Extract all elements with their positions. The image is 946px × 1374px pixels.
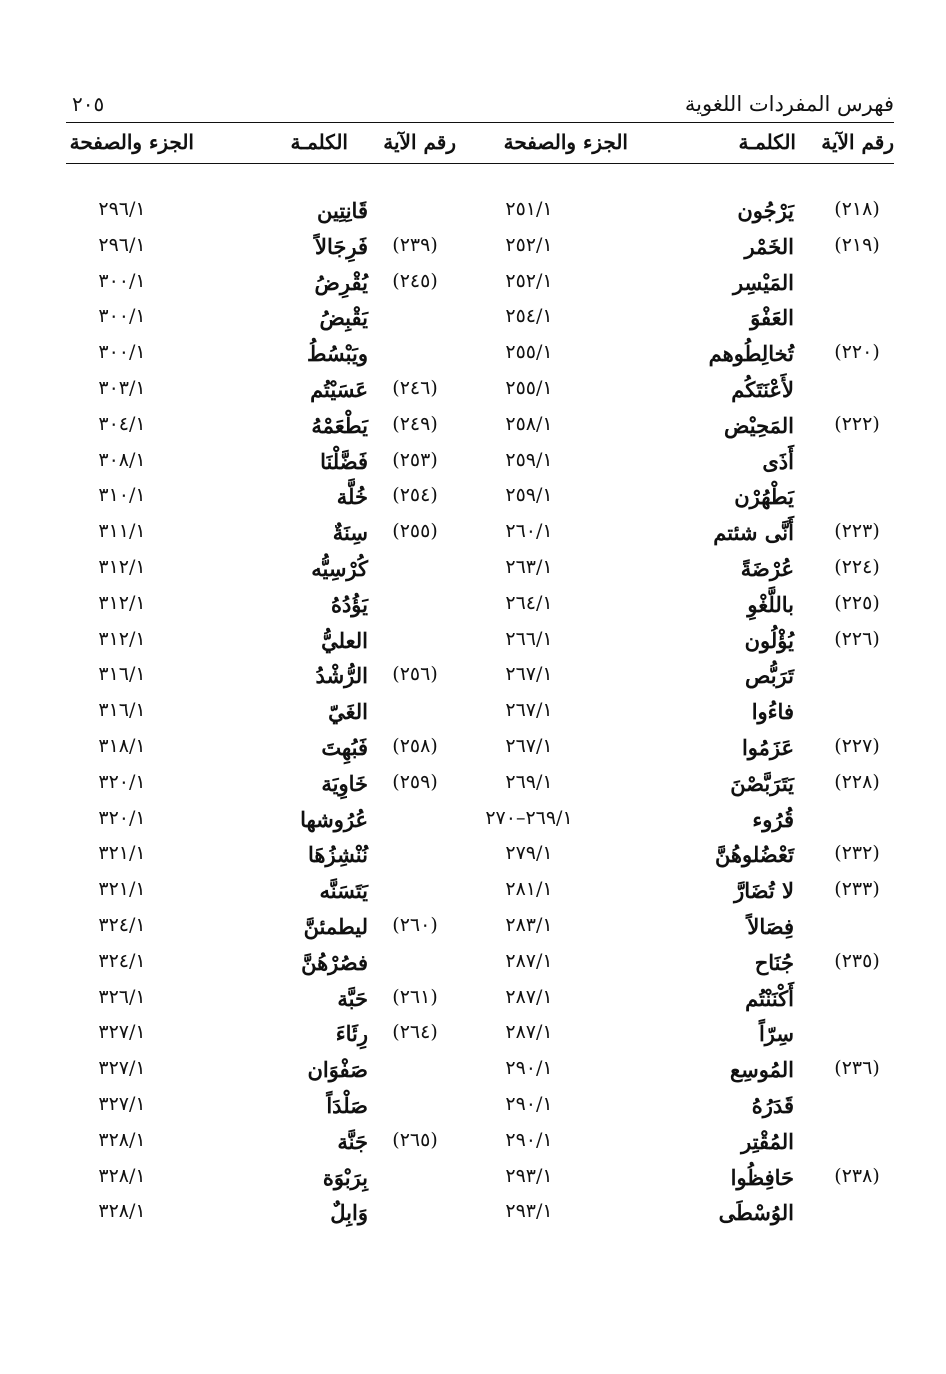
page-number: ٢٠٥ <box>72 92 105 116</box>
word-right: أَكْنَنْتُم <box>745 985 794 1011</box>
table-row <box>66 838 894 874</box>
part-page-left: ٣٢٧/١ <box>98 1092 146 1115</box>
part-page-left: ٢٩٦/١ <box>98 233 146 256</box>
part-page-right: ٢٥٩/١ <box>505 484 553 507</box>
header-verse-no-left: رقم الآية <box>383 130 456 154</box>
table-row <box>66 1053 894 1089</box>
table-row <box>66 480 894 516</box>
word-left: خُلَّة <box>336 484 368 510</box>
header-word-left: الكلمـة <box>290 130 348 154</box>
table-row <box>66 1125 894 1161</box>
part-page-left: ٣٠٠/١ <box>98 269 146 292</box>
table-row <box>66 946 894 982</box>
part-page-right: ٢٩٠/١ <box>505 1057 553 1080</box>
part-page-left: ٣٢٨/١ <box>98 1128 146 1151</box>
part-page-right: ٢٥١/١ <box>505 198 553 220</box>
part-page-left: ٣٢٨/١ <box>98 1200 146 1223</box>
table-row <box>66 445 894 481</box>
word-right: لا تُضَارَّ <box>734 878 794 904</box>
part-page-left: ٣١٢/١ <box>98 591 146 614</box>
word-right: يُؤْلُون <box>744 627 794 653</box>
word-left: يُقْرِضُ <box>314 269 368 295</box>
word-right: يَطْهُرْن <box>734 484 794 510</box>
part-page-left: ٣٠٣/١ <box>98 376 146 399</box>
part-page-left: ٣٢٠/١ <box>98 806 146 829</box>
verse-number-right: (٢٣٦) <box>834 1057 880 1080</box>
word-left: يَتَسَنَّه <box>319 878 368 904</box>
part-page-right: ٢٥٢/١ <box>505 269 553 292</box>
verse-number-left: (٢٦٠) <box>392 913 438 936</box>
verse-number-left: (٢٤٥) <box>392 269 438 292</box>
table-row <box>66 803 894 839</box>
word-right: العَفْوَ <box>750 305 794 331</box>
word-right: الوُسْطَى <box>718 1200 794 1226</box>
part-page-right: ٢٦٧/١ <box>505 734 553 757</box>
header-rule <box>66 163 894 164</box>
verse-number-left: (٢٦٤) <box>392 1021 438 1044</box>
part-page-right: ٢٦٣/١ <box>505 555 553 578</box>
part-page-right: ٢٨٧/١ <box>505 949 553 972</box>
word-left: عُرُوشها <box>300 806 368 832</box>
verse-number-right: (٢٢٢) <box>834 412 880 435</box>
part-page-right: ٢٨٧/١ <box>505 985 553 1008</box>
verse-number-left: (٢٣٩) <box>392 233 438 256</box>
part-page-left: ٣٢٦/١ <box>98 985 146 1008</box>
verse-number-right: (٢١٩) <box>834 233 880 256</box>
table-row <box>66 767 894 803</box>
header-part-page-left: الجزء والصفحة <box>69 130 194 154</box>
part-page-left: ٣١٢/١ <box>98 555 146 578</box>
table-row <box>66 337 894 373</box>
table-row <box>66 373 894 409</box>
verse-number-right: (٢٣٨) <box>834 1164 880 1187</box>
verse-number-left: (٢٦١) <box>392 985 438 1008</box>
part-page-right: ٢٥٩/١ <box>505 448 553 471</box>
word-left: يَطْعَمْهُ <box>311 412 368 438</box>
verse-number-left: (٢٦٥) <box>392 1128 438 1151</box>
header-word-right: الكلمـة <box>738 130 796 154</box>
part-page-right: ٢٥٢/١ <box>505 233 553 256</box>
part-page-left: ٣١٨/١ <box>98 734 146 757</box>
table-row <box>66 1161 894 1197</box>
part-page-left: ٣٢٨/١ <box>98 1164 146 1187</box>
part-page-right: ٢٨٧/١ <box>505 1021 553 1044</box>
word-right: جُنَاح <box>754 949 794 975</box>
word-left: رِئَاءَ <box>335 1021 368 1047</box>
word-left: خَاوِيَة <box>321 770 368 796</box>
part-page-left: ٣١٦/١ <box>98 663 146 686</box>
table-row <box>66 552 894 588</box>
word-left: صَفْوَان <box>307 1057 368 1083</box>
verse-number-left: (٢٥٩) <box>392 770 438 793</box>
word-right: فِصَالاً <box>747 913 794 939</box>
verse-number-left: (٢٥٣) <box>392 448 438 471</box>
part-page-right: ٢٧٩/١ <box>505 842 553 865</box>
part-page-left: ٣١٠/١ <box>98 484 146 507</box>
word-left: وَابِلٌ <box>330 1200 368 1226</box>
table-row <box>66 731 894 767</box>
word-left: صَلْدَاً <box>326 1092 368 1118</box>
table-row <box>66 230 894 266</box>
part-page-right: ٢٦٧/١ <box>505 699 553 722</box>
index-rows <box>66 194 894 1232</box>
part-page-left: ٣٢٧/١ <box>98 1057 146 1080</box>
part-page-left: ٣٢٧/١ <box>98 1021 146 1044</box>
table-row <box>66 1196 894 1232</box>
part-page-right: ٢٥٤/١ <box>505 305 553 328</box>
page <box>66 88 894 1232</box>
word-left: الرُّشْدُ <box>315 663 368 689</box>
table-row <box>66 1089 894 1125</box>
word-left: فَبُهِتَ <box>321 734 368 760</box>
verse-number-left: (٢٤٦) <box>392 376 438 399</box>
part-page-right: ٢٩٠/١ <box>505 1092 553 1115</box>
word-right: المَحِيْض <box>724 412 794 438</box>
verse-number-right: (٢٢٦) <box>834 627 880 650</box>
part-page-right: ٢٦٤/١ <box>505 591 553 614</box>
part-page-left: ٣٢٤/١ <box>98 913 146 936</box>
verse-number-left: (٢٤٩) <box>392 412 438 435</box>
running-title: فهرس المفردات اللغوية <box>684 92 894 116</box>
word-right: لأَعْنَتَكُم <box>731 376 794 402</box>
part-page-right: ٢٦٩/١ <box>505 770 553 793</box>
word-left: عَسَيْتُم <box>310 376 368 402</box>
table-row <box>66 874 894 910</box>
word-left: نُنْشِزُهَا <box>308 842 368 868</box>
word-right: تُخالِطُوهم <box>708 341 794 367</box>
verse-number-right: (٢٣٢) <box>834 842 880 865</box>
table-row <box>66 266 894 302</box>
word-left: ويَبْسُطُ <box>307 341 368 367</box>
word-left: كُرْسِيُّه <box>311 555 368 581</box>
part-page-right: ٢٦٠/١ <box>505 520 553 543</box>
verse-number-right: (٢٣٥) <box>834 949 880 972</box>
word-left: العليُّ <box>321 627 368 653</box>
table-row <box>66 1017 894 1053</box>
table-row <box>66 516 894 552</box>
word-right: عَزَمُوا <box>741 734 794 760</box>
word-left: الغَيّ <box>328 699 368 725</box>
word-left: يَقْبِضُ <box>319 305 368 331</box>
verse-number-left: (٢٥٦) <box>392 663 438 686</box>
table-row <box>66 695 894 731</box>
word-left: فَضَّلْنَا <box>320 448 368 474</box>
table-row <box>66 301 894 337</box>
word-right: فاءُوا <box>751 699 794 725</box>
part-page-right: ٢٩٠/١ <box>505 1128 553 1151</box>
part-page-right: ٢٦٦/١ <box>505 627 553 650</box>
part-page-right: ٢٨١/١ <box>505 878 553 901</box>
word-right: أَنَّى شئتم <box>713 520 794 546</box>
word-left: يَؤُدُهُ <box>330 591 368 617</box>
part-page-right: ٢٦٩/١–٢٧٠ <box>485 806 573 829</box>
word-right: قُرُوء <box>752 806 794 832</box>
part-page-right: ٢٦٧/١ <box>505 663 553 686</box>
verse-number-right: (٢٢٧) <box>834 734 880 757</box>
part-page-left: ٣٢١/١ <box>98 842 146 865</box>
part-page-left: ٣١١/١ <box>98 520 146 543</box>
word-right: باللَّغْوِ <box>747 591 794 617</box>
table-row <box>66 409 894 445</box>
part-page-right: ٢٥٥/١ <box>505 376 553 399</box>
part-page-right: ٢٩٣/١ <box>505 1164 553 1187</box>
part-page-right: ٢٥٥/١ <box>505 341 553 364</box>
part-page-left: ٣٠٠/١ <box>98 305 146 328</box>
verse-number-left: (٢٥٤) <box>392 484 438 507</box>
word-right: يَرْجُون <box>737 198 794 223</box>
word-left: جَنَّة <box>337 1128 368 1154</box>
word-right: أَذَى <box>762 448 794 474</box>
word-left: قَانِتِين <box>317 198 368 223</box>
word-right: الخَمْر <box>744 233 794 259</box>
table-row <box>66 659 894 695</box>
part-page-left: ٢٩٦/١ <box>98 198 146 220</box>
verse-number-right: (٢٣٣) <box>834 878 880 901</box>
word-right: يَتَرَبَّصْنَ <box>730 770 794 796</box>
part-page-left: ٣٠٨/١ <box>98 448 146 471</box>
part-page-left: ٣١٦/١ <box>98 699 146 722</box>
verse-number-right: (٢٢٤) <box>834 555 880 578</box>
part-page-left: ٣٠٤/١ <box>98 412 146 435</box>
word-right: المَيْسِر <box>732 269 794 295</box>
part-page-right: ٢٥٨/١ <box>505 412 553 435</box>
word-right: عُرْضَةً <box>740 555 794 581</box>
table-row <box>66 982 894 1018</box>
part-page-left: ٣٢٠/١ <box>98 770 146 793</box>
column-headers <box>66 123 894 163</box>
word-left: فصُرْهُنَّ <box>301 949 368 975</box>
word-right: تَعْضُلوهُنَّ <box>714 842 794 868</box>
word-right: حَافِظُوا <box>730 1164 794 1190</box>
table-row <box>66 910 894 946</box>
word-left: سِنَةٌ <box>332 520 368 546</box>
word-left: بِرَبْوَة <box>322 1164 368 1190</box>
word-left: ليطمئنَّ <box>303 913 368 939</box>
verse-number-right: (٢١٨) <box>834 198 880 220</box>
table-row <box>66 194 894 230</box>
table-row <box>66 624 894 660</box>
word-right: قَدَرُهُ <box>751 1092 794 1118</box>
word-left: فَرِجَالاً <box>315 233 368 259</box>
word-left: حَبَّة <box>337 985 368 1011</box>
verse-number-left: (٢٥٨) <box>392 734 438 757</box>
verse-number-left: (٢٥٥) <box>392 520 438 543</box>
word-right: المُقْتِر <box>741 1128 794 1154</box>
part-page-right: ٢٩٣/١ <box>505 1200 553 1223</box>
part-page-left: ٣٠٠/١ <box>98 341 146 364</box>
part-page-left: ٣١٢/١ <box>98 627 146 650</box>
word-right: سِرّاً <box>758 1021 794 1047</box>
part-page-left: ٣٢١/١ <box>98 878 146 901</box>
verse-number-right: (٢٢٨) <box>834 770 880 793</box>
running-head <box>66 88 894 122</box>
part-page-right: ٢٨٣/١ <box>505 913 553 936</box>
verse-number-right: (٢٢٥) <box>834 591 880 614</box>
verse-number-right: (٢٢٠) <box>834 341 880 364</box>
part-page-left: ٣٢٤/١ <box>98 949 146 972</box>
header-verse-no-right: رقم الآية <box>821 130 894 154</box>
word-right: المُوسِع <box>730 1057 794 1083</box>
header-part-page-right: الجزء والصفحة <box>503 130 628 154</box>
word-right: تَرَبُّص <box>744 663 794 689</box>
verse-number-right: (٢٢٣) <box>834 520 880 543</box>
table-row <box>66 588 894 624</box>
